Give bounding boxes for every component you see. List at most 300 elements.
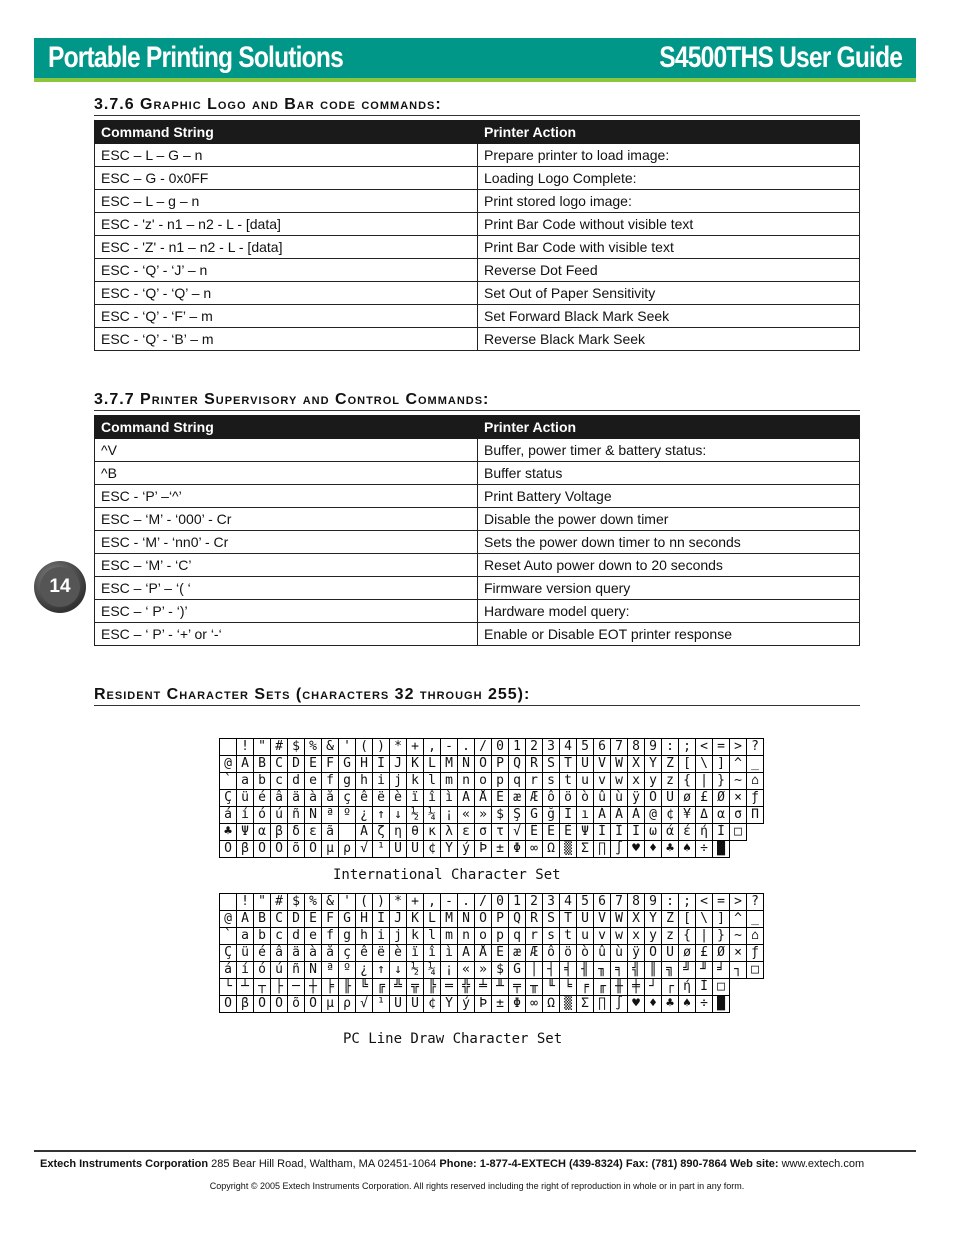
character-cell: c <box>271 773 288 790</box>
table-row <box>95 600 860 623</box>
character-cell: i <box>373 773 390 790</box>
command-string-cell: ESC - 'Z' - n1 – n2 - L - [data] <box>95 236 478 259</box>
character-cell: ¢ <box>424 841 441 858</box>
character-cell: û <box>594 945 611 962</box>
character-cell: ö <box>560 945 577 962</box>
character-cell: ╩ <box>390 979 407 996</box>
line-draw-character-caption: PC Line Draw Character Set <box>343 1031 563 1047</box>
character-cell: Z <box>662 911 679 928</box>
character-cell: í <box>237 962 254 979</box>
character-cell: ↑ <box>373 962 390 979</box>
printer-action-cell: Set Forward Black Mark Seek <box>478 305 860 328</box>
table-row <box>95 462 860 485</box>
character-cell: Õ <box>305 841 322 858</box>
character-cell: ╙ <box>543 979 560 996</box>
character-cell: ó <box>254 807 271 824</box>
character-row <box>220 790 764 807</box>
character-cell: ] <box>713 756 730 773</box>
character-cell: ÿ <box>628 945 645 962</box>
character-cell: ü <box>237 945 254 962</box>
character-cell: ╡ <box>560 962 577 979</box>
footer-company: Extech Instruments Corporation <box>40 1158 209 1170</box>
character-cell: Ü <box>662 790 679 807</box>
character-cell: □ <box>747 962 764 979</box>
table-row <box>95 144 860 167</box>
character-cell: H <box>356 756 373 773</box>
character-cell: ¥ <box>679 807 696 824</box>
character-cell: Æ <box>526 790 543 807</box>
table-row <box>95 190 860 213</box>
character-cell: K <box>407 911 424 928</box>
character-cell: Ê <box>526 824 543 841</box>
character-cell: K <box>407 756 424 773</box>
command-string-cell: ESC – L – G – n <box>95 144 478 167</box>
character-cell: R <box>526 756 543 773</box>
character-cell: | <box>696 773 713 790</box>
command-string-cell: ESC – L – g – n <box>95 190 478 213</box>
command-string-cell: ESC - ‘Q’ - ‘F’ – m <box>95 305 478 328</box>
character-cell: ↑ <box>373 807 390 824</box>
supervisory-command-table <box>94 415 860 646</box>
character-cell: ¿ <box>356 807 373 824</box>
character-cell: ρ <box>339 996 356 1013</box>
character-cell: Â <box>611 807 628 824</box>
character-cell: ╧ <box>475 979 492 996</box>
character-cell: í <box>237 807 254 824</box>
character-cell: ÷ <box>696 841 713 858</box>
character-cell: U <box>577 911 594 928</box>
character-cell: İ <box>560 807 577 824</box>
character-cell: 3 <box>543 894 560 911</box>
character-row <box>220 962 764 979</box>
command-string-cell: ESC - ‘Q’ - ‘Q’ – n <box>95 282 478 305</box>
character-cell: û <box>594 790 611 807</box>
character-cell: ♣ <box>220 824 237 841</box>
character-cell: Õ <box>305 996 322 1013</box>
character-cell: S <box>543 756 560 773</box>
character-cell: η <box>390 824 407 841</box>
character-cell: ½ <box>407 807 424 824</box>
character-cell: ω <box>645 824 662 841</box>
footer-address: 285 Bear Hill Road, Waltham, MA 02451-1064 <box>211 1158 437 1170</box>
printer-action-cell: Loading Logo Complete: <box>478 167 860 190</box>
character-cell: ø <box>679 945 696 962</box>
character-cell: f <box>322 773 339 790</box>
character-cell: â <box>271 945 288 962</box>
character-cell: n <box>458 773 475 790</box>
character-cell: ç <box>339 945 356 962</box>
character-cell: │ <box>526 962 543 979</box>
command-string-cell: ESC – ‘ P’ - ‘+’ or ‘-‘ <box>95 623 478 646</box>
character-cell: $ <box>492 807 509 824</box>
command-string-cell: ESC – ‘M’ - ‘C’ <box>95 554 478 577</box>
character-cell: e <box>305 773 322 790</box>
character-cell: } <box>713 928 730 945</box>
character-cell: ó <box>254 962 271 979</box>
character-cell: { <box>679 928 696 945</box>
character-cell: ( <box>356 894 373 911</box>
table-row <box>95 577 860 600</box>
character-cell: _ <box>747 756 764 773</box>
character-cell: d <box>288 773 305 790</box>
character-cell: ⌂ <box>747 928 764 945</box>
character-cell: ║ <box>645 962 662 979</box>
character-cell: ╤ <box>509 979 526 996</box>
character-cell: î <box>424 790 441 807</box>
character-cell: è <box>390 945 407 962</box>
character-cell: β <box>237 996 254 1013</box>
character-cell: X <box>628 911 645 928</box>
character-cell: ª <box>322 807 339 824</box>
character-cell: ┼ <box>305 979 322 996</box>
character-cell: Ý <box>441 841 458 858</box>
character-cell: . <box>458 739 475 756</box>
character-cell: d <box>288 928 305 945</box>
character-cell: █ <box>713 996 730 1013</box>
character-cell: Ö <box>645 945 662 962</box>
character-cell: / <box>475 739 492 756</box>
character-cell: Í <box>594 824 611 841</box>
character-cell: Σ <box>577 996 594 1013</box>
character-cell: ♠ <box>679 841 696 858</box>
character-cell: ╘ <box>560 979 577 996</box>
footer-website[interactable]: www.extech.com <box>781 1158 865 1170</box>
character-cell: á <box>220 962 237 979</box>
character-cell: r <box>526 928 543 945</box>
character-cell: q <box>509 928 526 945</box>
character-cell: Ş <box>509 807 526 824</box>
character-cell: 8 <box>628 739 645 756</box>
character-cell: $ <box>288 894 305 911</box>
character-cell: I <box>373 911 390 928</box>
character-cell: └ <box>220 979 237 996</box>
table-row <box>95 439 860 462</box>
table-row <box>95 554 860 577</box>
character-cell: ë <box>373 945 390 962</box>
character-cell: Ý <box>441 996 458 1013</box>
character-cell: √ <box>509 824 526 841</box>
character-cell: ± <box>492 841 509 858</box>
character-cell: Q <box>509 756 526 773</box>
column-header-command: Command String <box>95 121 478 144</box>
character-cell: l <box>424 928 441 945</box>
character-cell: □ <box>713 979 730 996</box>
character-cell: & <box>322 894 339 911</box>
character-cell: B <box>254 756 271 773</box>
character-cell: ~ <box>730 928 747 945</box>
character-cell: ┌ <box>662 979 679 996</box>
character-cell: ♦ <box>645 841 662 858</box>
character-cell: ñ <box>288 807 305 824</box>
character-cell: ↓ <box>390 962 407 979</box>
character-cell: ⌂ <box>747 773 764 790</box>
header-banner <box>34 38 916 82</box>
character-cell: ä <box>288 790 305 807</box>
character-cell: Δ <box>696 807 713 824</box>
character-cell: , <box>424 894 441 911</box>
character-cell: ô <box>543 790 560 807</box>
character-cell: ╠ <box>424 979 441 996</box>
column-header-command: Command String <box>95 416 478 439</box>
character-cell: " <box>254 894 271 911</box>
character-cell: ╔ <box>373 979 390 996</box>
character-cell: x <box>628 928 645 945</box>
character-row <box>220 928 764 945</box>
character-cell: n <box>458 928 475 945</box>
character-cell: 2 <box>526 739 543 756</box>
character-cell: ò <box>577 945 594 962</box>
table-row <box>95 282 860 305</box>
character-cell: º <box>339 807 356 824</box>
character-cell: 7 <box>611 739 628 756</box>
character-cell: Ç <box>220 945 237 962</box>
character-cell: i <box>373 928 390 945</box>
character-cell: 4 <box>560 894 577 911</box>
character-cell: Ô <box>254 996 271 1013</box>
character-cell: ┘ <box>645 979 662 996</box>
character-cell: & <box>322 739 339 756</box>
command-string-cell: ^B <box>95 462 478 485</box>
character-cell: C <box>271 911 288 928</box>
table-row <box>95 328 860 351</box>
character-cell: $ <box>492 962 509 979</box>
character-cell: β <box>271 824 288 841</box>
character-cell: θ <box>407 824 424 841</box>
character-cell: ö <box>560 790 577 807</box>
character-cell: Ò <box>271 996 288 1013</box>
character-cell: a <box>237 928 254 945</box>
character-cell: M <box>441 911 458 928</box>
character-cell: w <box>611 928 628 945</box>
character-cell: ή <box>696 824 713 841</box>
character-cell: a <box>237 773 254 790</box>
character-cell: □ <box>730 824 747 841</box>
character-cell: º <box>339 962 356 979</box>
character-cell: È <box>560 824 577 841</box>
character-cell <box>220 894 237 911</box>
character-cell: Á <box>594 807 611 824</box>
character-cell: D <box>288 911 305 928</box>
character-cell: Ì <box>696 979 713 996</box>
character-row <box>220 911 764 928</box>
footer-copyright: Copyright © 2005 Extech Instruments Corporation. All rights reserved including the right of reproduction in whole or in part in any form. <box>209 1181 745 1191</box>
character-cell: ═ <box>441 979 458 996</box>
character-cell: Ψ <box>237 824 254 841</box>
character-cell: ¡ <box>441 807 458 824</box>
character-cell: Ü <box>662 945 679 962</box>
character-cell: ; <box>679 739 696 756</box>
character-cell: ì <box>441 790 458 807</box>
character-cell: ù <box>611 790 628 807</box>
character-cell: j <box>390 773 407 790</box>
character-cell: y <box>645 928 662 945</box>
character-cell: D <box>288 756 305 773</box>
character-cell: ê <box>356 790 373 807</box>
character-row <box>220 841 764 858</box>
character-cell: [ <box>679 756 696 773</box>
character-cell: E <box>305 756 322 773</box>
character-cell: \ <box>696 911 713 928</box>
character-cell: x <box>628 773 645 790</box>
character-cell: * <box>390 739 407 756</box>
character-cell: ƒ <box>747 945 764 962</box>
command-string-cell: ^V <box>95 439 478 462</box>
character-cell: 6 <box>594 894 611 911</box>
section-title-character-sets: Resident Character Sets (characters 32 through 255): <box>94 686 860 706</box>
character-cell: δ <box>288 824 305 841</box>
character-cell: Σ <box>577 841 594 858</box>
character-cell: % <box>305 739 322 756</box>
character-cell: ¢ <box>662 807 679 824</box>
character-cell: Ë <box>543 824 560 841</box>
character-cell: ğ <box>543 807 560 824</box>
character-cell: k <box>407 928 424 945</box>
character-cell: █ <box>713 841 730 858</box>
character-cell: õ <box>288 841 305 858</box>
character-cell: √ <box>356 996 373 1013</box>
character-cell: ┐ <box>730 962 747 979</box>
printer-action-cell: Reverse Black Mark Seek <box>478 328 860 351</box>
character-cell: Ψ <box>577 824 594 841</box>
character-cell: ▒ <box>560 996 577 1013</box>
character-cell: O <box>475 911 492 928</box>
character-cell: ã <box>322 824 339 841</box>
character-cell: Ó <box>220 996 237 1013</box>
character-cell: Å <box>475 790 492 807</box>
character-cell: s <box>543 928 560 945</box>
character-cell: ╞ <box>322 979 339 996</box>
page-number-badge <box>34 561 86 613</box>
character-cell: = <box>713 894 730 911</box>
character-cell: T <box>560 756 577 773</box>
character-cell: ♥ <box>628 996 645 1013</box>
character-cell: ¹ <box>373 996 390 1013</box>
character-cell: Π <box>747 807 764 824</box>
column-header-action: Printer Action <box>478 416 860 439</box>
character-cell: p <box>492 773 509 790</box>
table-row <box>95 213 860 236</box>
character-cell: ' <box>339 894 356 911</box>
character-cell: E <box>305 911 322 928</box>
character-cell: ( <box>356 739 373 756</box>
character-cell: ╥ <box>526 979 543 996</box>
character-cell: > <box>730 894 747 911</box>
character-cell: β <box>237 841 254 858</box>
character-cell: Ì <box>713 824 730 841</box>
character-cell: 7 <box>611 894 628 911</box>
character-cell: À <box>628 807 645 824</box>
character-cell: G <box>339 911 356 928</box>
character-cell: m <box>441 773 458 790</box>
character-cell: u <box>577 773 594 790</box>
character-cell: N <box>458 756 475 773</box>
character-cell: σ <box>730 807 747 824</box>
character-cell: ∫ <box>611 996 628 1013</box>
footer-phone: Phone: 1-877-4-EXTECH (439-8324) Fax: (781) 890-7864 Web site: <box>439 1158 779 1170</box>
character-cell: # <box>271 739 288 756</box>
character-cell: 5 <box>577 739 594 756</box>
character-cell: ¡ <box>441 962 458 979</box>
character-cell: Ô <box>254 841 271 858</box>
character-cell: ╬ <box>458 979 475 996</box>
character-cell: Ç <box>220 790 237 807</box>
character-cell: Ğ <box>509 962 526 979</box>
character-cell: Y <box>645 911 662 928</box>
character-cell: : <box>662 739 679 756</box>
character-cell: « <box>458 962 475 979</box>
character-cell: μ <box>322 841 339 858</box>
character-cell: ä <box>288 945 305 962</box>
character-cell: ? <box>747 739 764 756</box>
character-cell: - <box>441 894 458 911</box>
character-cell: U <box>577 756 594 773</box>
character-cell: X <box>628 756 645 773</box>
command-string-cell: ESC - ‘Q’ - ‘B’ – m <box>95 328 478 351</box>
character-cell: b <box>254 928 271 945</box>
character-cell: ' <box>339 739 356 756</box>
character-cell: Y <box>645 756 662 773</box>
character-cell: ╫ <box>611 979 628 996</box>
character-cell: W <box>611 756 628 773</box>
character-cell: î <box>424 945 441 962</box>
character-cell: Å <box>475 945 492 962</box>
character-cell: ε <box>458 824 475 841</box>
character-cell: Ñ <box>305 807 322 824</box>
international-character-caption: International Character Set <box>333 867 561 883</box>
character-cell: ƒ <box>747 790 764 807</box>
character-cell: # <box>271 894 288 911</box>
character-cell: q <box>509 773 526 790</box>
character-cell: P <box>492 756 509 773</box>
character-cell: Û <box>390 996 407 1013</box>
command-string-cell: ESC - ‘M’ - ‘nn0’ - Cr <box>95 531 478 554</box>
character-cell: × <box>730 945 747 962</box>
character-cell: Þ <box>475 996 492 1013</box>
header-left-title: Portable Printing Solutions <box>48 41 343 74</box>
character-cell: ♣ <box>662 841 679 858</box>
table-row <box>95 305 860 328</box>
character-cell: ı <box>577 807 594 824</box>
character-row <box>220 739 764 756</box>
character-cell: ╪ <box>628 979 645 996</box>
character-cell: â <box>271 790 288 807</box>
character-cell: ü <box>237 790 254 807</box>
character-cell: s <box>543 773 560 790</box>
character-cell: é <box>254 790 271 807</box>
character-cell: ╕ <box>611 962 628 979</box>
character-cell: Ω <box>543 841 560 858</box>
character-cell: Ñ <box>305 962 322 979</box>
printer-action-cell: Firmware version query <box>478 577 860 600</box>
character-cell: v <box>594 928 611 945</box>
character-cell: ! <box>237 894 254 911</box>
character-cell: h <box>356 773 373 790</box>
character-cell: ^ <box>730 756 747 773</box>
character-cell: å <box>322 945 339 962</box>
character-cell: έ <box>679 824 696 841</box>
character-cell: w <box>611 773 628 790</box>
character-cell: ¼ <box>424 962 441 979</box>
character-cell: 0 <box>492 894 509 911</box>
character-cell: . <box>458 894 475 911</box>
line-draw-character-grid <box>219 893 764 1013</box>
table-row <box>95 167 860 190</box>
character-cell: C <box>271 756 288 773</box>
character-cell: J <box>390 756 407 773</box>
printer-action-cell: Reverse Dot Feed <box>478 259 860 282</box>
character-cell: ╖ <box>594 962 611 979</box>
character-cell: á <box>220 807 237 824</box>
